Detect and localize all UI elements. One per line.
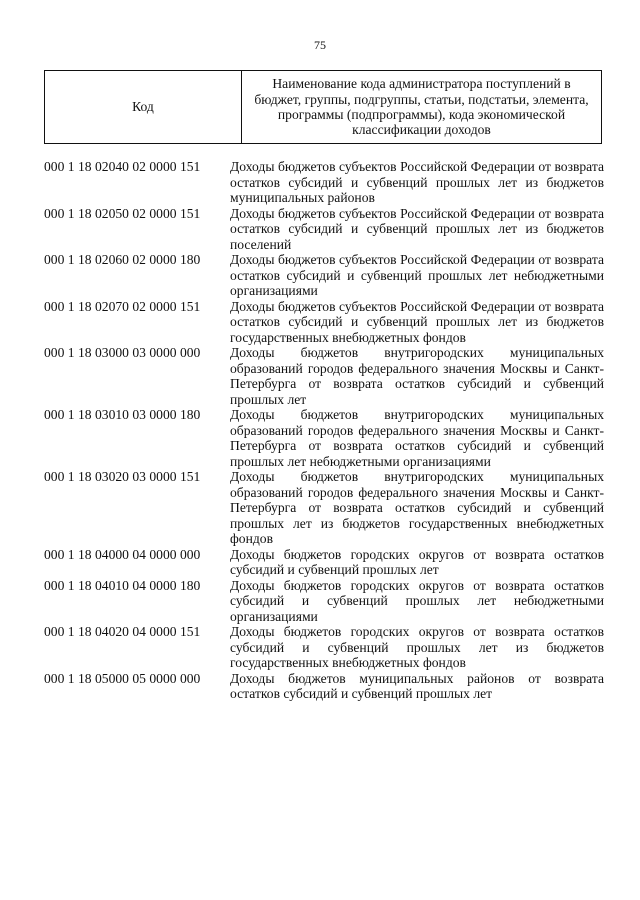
row-code: 000 1 18 02060 02 0000 180 bbox=[44, 252, 201, 267]
classification-list bbox=[44, 159, 604, 702]
table-row bbox=[44, 299, 604, 346]
row-description: Доходы бюджетов внутригородских муниципальных образований городов федерального значения Москвы и Санкт-Петербурга от возврата остатков субсидий и субвенций прошлых лет из бюджетов государственных внебюджетных фондов bbox=[230, 469, 604, 546]
row-code: 000 1 18 05000 05 0000 000 bbox=[44, 670, 201, 686]
row-code: 000 1 18 04020 04 0000 151 bbox=[44, 624, 201, 639]
row-code: 000 1 18 02070 02 0000 151 bbox=[44, 298, 201, 314]
row-code: 000 1 18 04000 04 0000 000 bbox=[44, 546, 201, 562]
header-code-label: Код bbox=[45, 71, 242, 144]
page-number: 75 bbox=[314, 38, 326, 52]
table-row bbox=[44, 345, 604, 407]
table-row bbox=[44, 469, 604, 547]
table-row bbox=[44, 159, 604, 206]
table-row bbox=[44, 671, 604, 702]
row-description: Доходы бюджетов субъектов Российской Федерации от возврата остатков субсидий и субвенций прошлых лет небюджетными организациями bbox=[230, 252, 604, 298]
header-name-label: Наименование кода администратора поступлений в бюджет, группы, подгруппы, статьи, подстатьи, элемента, программы (подпрограммы), кода экономической классификации доходов bbox=[242, 71, 602, 144]
row-description: Доходы бюджетов внутригородских муниципальных образований городов федерального значения Москвы и Санкт-Петербурга от возврата остатков субсидий и субвенций прошлых лет bbox=[230, 345, 604, 407]
row-description: Доходы бюджетов муниципальных районов от возврата остатков субсидий и субвенций прошлых лет bbox=[230, 670, 604, 701]
row-code: 000 1 18 02050 02 0000 151 bbox=[44, 205, 201, 221]
row-code: 000 1 18 03010 03 0000 180 bbox=[44, 407, 201, 422]
table-row bbox=[44, 578, 604, 625]
row-code: 000 1 18 02040 02 0000 151 bbox=[44, 159, 201, 174]
row-description: Доходы бюджетов субъектов Российской Федерации от возврата остатков субсидий и субвенций прошлых лет из бюджетов муниципальных районов bbox=[230, 159, 604, 205]
row-description: Доходы бюджетов городских округов от возврата остатков субсидий и субвенций прошлых лет bbox=[230, 546, 604, 577]
row-description: Доходы бюджетов субъектов Российской Федерации от возврата остатков субсидий и субвенций прошлых лет из бюджетов государственных внебюджетных фондов bbox=[230, 298, 604, 345]
row-code: 000 1 18 04010 04 0000 180 bbox=[44, 577, 201, 593]
row-description: Доходы бюджетов городских округов от возврата остатков субсидий и субвенций прошлых лет из бюджетов государственных внебюджетных фондов bbox=[230, 624, 604, 670]
table-row bbox=[44, 547, 604, 578]
table-row bbox=[44, 206, 604, 253]
row-code: 000 1 18 03020 03 0000 151 bbox=[44, 469, 201, 484]
table-row bbox=[44, 624, 604, 671]
row-description: Доходы бюджетов городских округов от возврата остатков субсидий и субвенций прошлых лет небюджетными организациями bbox=[230, 577, 604, 624]
table-header bbox=[44, 70, 602, 144]
row-code: 000 1 18 03000 03 0000 000 bbox=[44, 345, 201, 360]
row-description: Доходы бюджетов субъектов Российской Федерации от возврата остатков субсидий и субвенций прошлых лет из бюджетов поселений bbox=[230, 205, 604, 252]
table-row bbox=[44, 252, 604, 299]
row-description: Доходы бюджетов внутригородских муниципальных образований городов федерального значения Москвы и Санкт-Петербурга от возврата остатков субсидий и субвенций прошлых лет небюджетными организациями bbox=[230, 407, 604, 469]
table-row bbox=[44, 407, 604, 469]
